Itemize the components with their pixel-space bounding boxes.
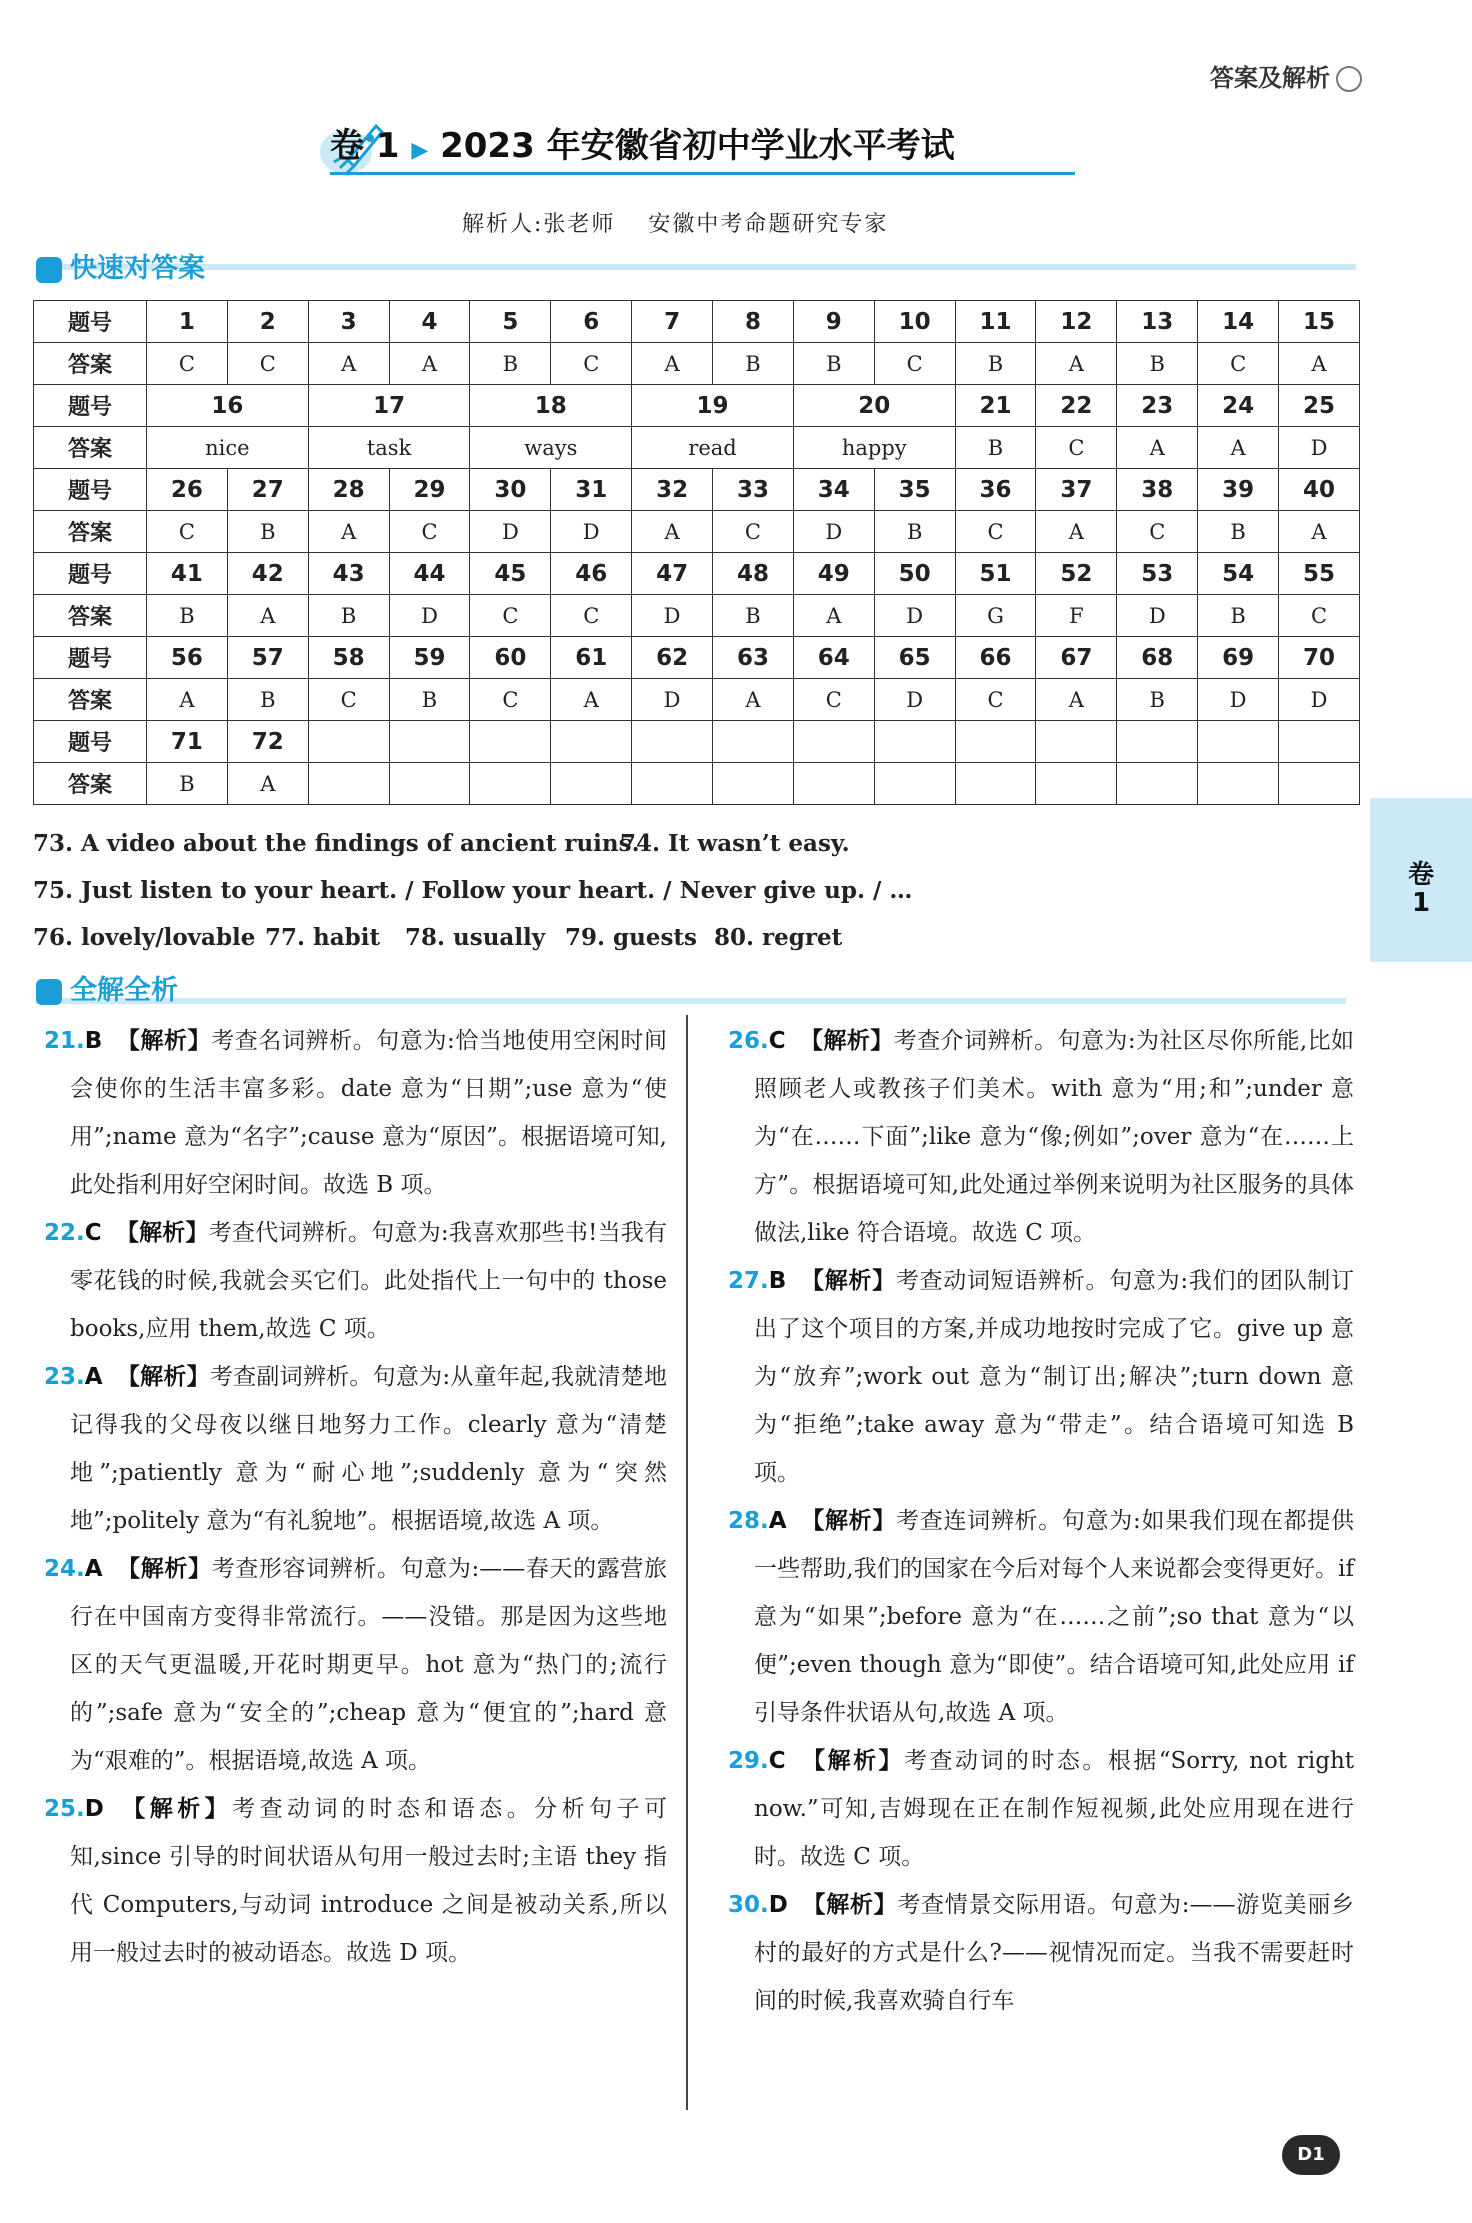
- analysis-right-column: [728, 1017, 1355, 2025]
- table-cell: D: [632, 679, 713, 721]
- table-cell: [874, 763, 955, 805]
- table-cell: [470, 721, 551, 763]
- table-cell: 10: [874, 301, 955, 343]
- table-cell: 71: [147, 721, 228, 763]
- table-cell: D: [389, 595, 470, 637]
- writing-answer-79: 79. guests: [565, 924, 697, 951]
- table-cell: 6: [551, 301, 632, 343]
- table-cell: 28: [308, 469, 389, 511]
- table-cell: [551, 721, 632, 763]
- table-cell: D: [1198, 679, 1279, 721]
- table-cell: [793, 721, 874, 763]
- table-cell: 17: [308, 385, 470, 427]
- table-cell: 18: [470, 385, 632, 427]
- table-cell: 14: [1198, 301, 1279, 343]
- table-cell: [470, 763, 551, 805]
- table-cell: 26: [147, 469, 228, 511]
- table-cell: B: [227, 511, 308, 553]
- table-cell: A: [389, 343, 470, 385]
- table-cell: [632, 763, 713, 805]
- table-cell: 43: [308, 553, 389, 595]
- table-cell: 32: [632, 469, 713, 511]
- table-cell: 39: [1198, 469, 1279, 511]
- table-cell: 22: [1036, 385, 1117, 427]
- table-cell: 38: [1117, 469, 1198, 511]
- table-cell: C: [1117, 511, 1198, 553]
- writing-answer-74: 74. It wasn’t easy.: [620, 830, 850, 857]
- writing-answer-75: 75. Just listen to your heart. / Follow your heart. / Never give up. / …: [33, 877, 913, 904]
- globe-icon: [1336, 66, 1362, 92]
- table-cell: [1279, 763, 1360, 805]
- table-cell: [955, 721, 1036, 763]
- table-cell: 65: [874, 637, 955, 679]
- table-row: [34, 427, 1360, 469]
- table-cell: [308, 721, 389, 763]
- table-cell: B: [389, 679, 470, 721]
- table-cell: 21: [955, 385, 1036, 427]
- table-cell: 40: [1279, 469, 1360, 511]
- table-cell: 答案: [34, 427, 147, 469]
- full-analysis-heading: 全解全析: [36, 968, 178, 1007]
- table-cell: [1036, 721, 1117, 763]
- table-cell: B: [147, 763, 228, 805]
- table-cell: C: [470, 595, 551, 637]
- table-cell: C: [955, 511, 1036, 553]
- table-cell: C: [551, 595, 632, 637]
- writing-answer-76: 76. lovely/lovable: [33, 924, 256, 951]
- table-cell: 题号: [34, 553, 147, 595]
- table-cell: D: [793, 511, 874, 553]
- table-cell: C: [389, 511, 470, 553]
- table-cell: A: [1198, 427, 1279, 469]
- table-cell: 3: [308, 301, 389, 343]
- table-cell: 67: [1036, 637, 1117, 679]
- answer-table: [33, 300, 1360, 805]
- table-cell: [551, 763, 632, 805]
- table-cell: 题号: [34, 385, 147, 427]
- table-cell: B: [1198, 511, 1279, 553]
- table-cell: B: [1117, 343, 1198, 385]
- check-icon: [36, 257, 62, 283]
- table-cell: 24: [1198, 385, 1279, 427]
- table-cell: ways: [470, 427, 632, 469]
- table-cell: 47: [632, 553, 713, 595]
- table-cell: 答案: [34, 343, 147, 385]
- table-cell: 68: [1117, 637, 1198, 679]
- table-cell: D: [1279, 427, 1360, 469]
- table-row: [34, 385, 1360, 427]
- table-cell: 题号: [34, 721, 147, 763]
- table-cell: D: [632, 595, 713, 637]
- table-cell: 1: [147, 301, 228, 343]
- table-cell: 23: [1117, 385, 1198, 427]
- table-cell: A: [1279, 511, 1360, 553]
- table-cell: A: [1036, 679, 1117, 721]
- table-cell: 61: [551, 637, 632, 679]
- title-underline: [330, 172, 1075, 175]
- table-cell: 题号: [34, 469, 147, 511]
- table-cell: C: [147, 343, 228, 385]
- table-cell: B: [1117, 679, 1198, 721]
- table-row: [34, 343, 1360, 385]
- table-row: [34, 763, 1360, 805]
- table-row: [34, 721, 1360, 763]
- table-cell: read: [632, 427, 794, 469]
- table-cell: 5: [470, 301, 551, 343]
- table-row: [34, 469, 1360, 511]
- table-cell: A: [632, 343, 713, 385]
- table-cell: [1198, 763, 1279, 805]
- table-row: [34, 637, 1360, 679]
- table-row: [34, 679, 1360, 721]
- analysis-left-column: [44, 1017, 668, 1977]
- table-cell: 27: [227, 469, 308, 511]
- table-cell: A: [147, 679, 228, 721]
- table-cell: 51: [955, 553, 1036, 595]
- table-cell: B: [955, 343, 1036, 385]
- table-cell: 58: [308, 637, 389, 679]
- table-cell: [389, 763, 470, 805]
- table-cell: 答案: [34, 595, 147, 637]
- table-cell: 41: [147, 553, 228, 595]
- table-cell: A: [227, 595, 308, 637]
- table-cell: [1279, 721, 1360, 763]
- table-cell: nice: [147, 427, 309, 469]
- table-cell: C: [713, 511, 794, 553]
- table-cell: 55: [1279, 553, 1360, 595]
- table-cell: 29: [389, 469, 470, 511]
- table-row: [34, 553, 1360, 595]
- table-cell: 12: [1036, 301, 1117, 343]
- table-cell: 52: [1036, 553, 1117, 595]
- table-cell: 33: [713, 469, 794, 511]
- section-bar: [36, 264, 1356, 270]
- table-cell: [308, 763, 389, 805]
- table-cell: C: [470, 679, 551, 721]
- table-cell: 44: [389, 553, 470, 595]
- table-cell: D: [1279, 679, 1360, 721]
- table-cell: 53: [1117, 553, 1198, 595]
- table-cell: G: [955, 595, 1036, 637]
- column-divider: [686, 1015, 688, 2110]
- table-cell: 64: [793, 637, 874, 679]
- table-cell: 31: [551, 469, 632, 511]
- table-cell: 36: [955, 469, 1036, 511]
- table-cell: B: [874, 511, 955, 553]
- writing-answer-78: 78. usually: [405, 924, 546, 951]
- table-cell: 62: [632, 637, 713, 679]
- table-cell: F: [1036, 595, 1117, 637]
- table-cell: [389, 721, 470, 763]
- table-cell: 42: [227, 553, 308, 595]
- section-bar: [36, 998, 1346, 1004]
- table-cell: C: [874, 343, 955, 385]
- table-cell: B: [713, 343, 794, 385]
- table-cell: B: [793, 343, 874, 385]
- table-cell: D: [470, 511, 551, 553]
- table-cell: C: [955, 679, 1036, 721]
- analysis-item: 30.D 【解析】考查情景交际用语。句意为:——游览美丽乡村的最好的方式是什么?——视情况而定。当我不需要赶时间的时候,我喜欢骑自行车: [728, 1892, 1355, 2014]
- table-cell: 48: [713, 553, 794, 595]
- table-cell: A: [793, 595, 874, 637]
- volume-tab: 卷 1: [1370, 798, 1472, 962]
- analysis-item: 27.B 【解析】考查动词短语辨析。句意为:我们的团队制订出了这个项目的方案,并成功地按时完成了它。give up 意为“放弃”;work out 意为“制订出;解决”;turn down 意为“拒绝”;take away 意为“带走”。结合语境可知选 B 项。: [728, 1268, 1355, 1486]
- table-cell: [874, 721, 955, 763]
- table-row: [34, 595, 1360, 637]
- table-cell: [713, 721, 794, 763]
- table-cell: 70: [1279, 637, 1360, 679]
- table-cell: A: [227, 763, 308, 805]
- table-cell: B: [955, 427, 1036, 469]
- analysis-item: 29.C 【解析】考查动词的时态。根据“Sorry, not right now.”可知,吉姆现在正在制作短视频,此处应用现在进行时。故选 C 项。: [728, 1748, 1354, 1870]
- table-cell: A: [632, 511, 713, 553]
- table-cell: C: [551, 343, 632, 385]
- table-cell: 46: [551, 553, 632, 595]
- table-cell: 35: [874, 469, 955, 511]
- table-cell: 59: [389, 637, 470, 679]
- table-cell: 答案: [34, 511, 147, 553]
- table-cell: 34: [793, 469, 874, 511]
- page-title: 卷 1 ▶ 2023 年安徽省初中学业水平考试: [330, 126, 955, 166]
- table-cell: 60: [470, 637, 551, 679]
- table-cell: 37: [1036, 469, 1117, 511]
- writing-answer-73: 73. A video about the findings of ancient ruins.: [33, 830, 640, 857]
- table-cell: 题号: [34, 637, 147, 679]
- table-cell: 56: [147, 637, 228, 679]
- table-cell: D: [874, 679, 955, 721]
- table-cell: C: [147, 511, 228, 553]
- quick-answers-heading: 快速对答案: [36, 246, 205, 285]
- table-cell: 30: [470, 469, 551, 511]
- analysis-item: 28.A 【解析】考查连词辨析。句意为:如果我们现在都提供一些帮助,我们的国家在今后对每个人来说都会变得更好。if 意为“如果”;before 意为“在……之前”;so that 意为“以便”;even though 意为“即使”。结合语境可知,此处应用 if 引导条件状语从句,故选 A 项。: [728, 1508, 1355, 1726]
- table-cell: B: [713, 595, 794, 637]
- table-cell: [1198, 721, 1279, 763]
- table-cell: [793, 763, 874, 805]
- table-cell: C: [1036, 427, 1117, 469]
- table-cell: A: [713, 679, 794, 721]
- table-cell: C: [1198, 343, 1279, 385]
- author-line: 解析人:张老师 安徽中考命题研究专家: [462, 212, 889, 237]
- table-cell: D: [874, 595, 955, 637]
- table-cell: 69: [1198, 637, 1279, 679]
- table-cell: happy: [793, 427, 955, 469]
- section-label: 答案及解析: [1210, 58, 1362, 93]
- table-cell: [1117, 763, 1198, 805]
- analysis-item: 26.C 【解析】考查介词辨析。句意为:为社区尽你所能,比如照顾老人或教孩子们美术。with 意为“用;和”;under 意为“在……下面”;like 意为“像;例如”;over 意为“在……上方”。根据语境可知,此处通过举例来说明为社区服务的具体做法,like 符合语境。故选 C 项。: [728, 1028, 1355, 1246]
- table-cell: 答案: [34, 679, 147, 721]
- document-icon: [36, 979, 62, 1005]
- table-cell: 7: [632, 301, 713, 343]
- table-cell: [955, 763, 1036, 805]
- table-cell: [713, 763, 794, 805]
- table-cell: 25: [1279, 385, 1360, 427]
- table-cell: C: [227, 343, 308, 385]
- page-number: D1: [1282, 2135, 1340, 2175]
- table-cell: 66: [955, 637, 1036, 679]
- table-cell: 49: [793, 553, 874, 595]
- table-cell: D: [1117, 595, 1198, 637]
- table-cell: A: [1036, 343, 1117, 385]
- table-cell: A: [1117, 427, 1198, 469]
- table-cell: [1117, 721, 1198, 763]
- table-cell: 50: [874, 553, 955, 595]
- table-cell: 15: [1279, 301, 1360, 343]
- table-cell: C: [308, 679, 389, 721]
- table-cell: A: [1036, 511, 1117, 553]
- table-row: [34, 511, 1360, 553]
- table-cell: 57: [227, 637, 308, 679]
- table-cell: D: [551, 511, 632, 553]
- table-cell: A: [551, 679, 632, 721]
- table-cell: 16: [147, 385, 309, 427]
- writing-answer-80: 80. regret: [714, 924, 843, 951]
- table-cell: B: [1198, 595, 1279, 637]
- analysis-item: 22.C 【解析】考查代词辨析。句意为:我喜欢那些书!当我有零花钱的时候,我就会买它们。此处指代上一句中的 those books,应用 them,故选 C 项。: [44, 1220, 667, 1342]
- table-cell: C: [1279, 595, 1360, 637]
- table-cell: 54: [1198, 553, 1279, 595]
- table-cell: B: [470, 343, 551, 385]
- analysis-item: 21.B 【解析】考查名词辨析。句意为:恰当地使用空闲时间会使你的生活丰富多彩。date 意为“日期”;use 意为“使用”;name 意为“名字”;cause 意为“原因”。根据语境可知,此处指利用好空闲时间。故选 B 项。: [44, 1028, 668, 1198]
- table-cell: 8: [713, 301, 794, 343]
- analysis-item: 23.A 【解析】考查副词辨析。句意为:从童年起,我就清楚地记得我的父母夜以继日地努力工作。clearly 意为“清楚地”;patiently 意为“耐心地”;suddenly 意为“突然地”;politely 意为“有礼貌地”。根据语境,故选 A 项。: [44, 1364, 668, 1534]
- table-cell: 题号: [34, 301, 147, 343]
- analysis-item: 25.D 【解析】考查动词的时态和语态。分析句子可知,since 引导的时间状语从句用一般过去时;主语 they 指代 Computers,与动词 introduce 之间是被动关系,所以用一般过去时的被动语态。故选 D 项。: [44, 1796, 668, 1966]
- table-cell: C: [793, 679, 874, 721]
- table-cell: 13: [1117, 301, 1198, 343]
- writing-answer-77: 77. habit: [265, 924, 381, 951]
- analysis-item: 24.A 【解析】考查形容词辨析。句意为:——春天的露营旅行在中国南方变得非常流行。——没错。那是因为这些地区的天气更温暖,开花时期更早。hot 意为“热门的;流行的”;safe 意为“安全的”;cheap 意为“便宜的”;hard 意为“艰难的”。根据语境,故选 A 项。: [44, 1556, 668, 1774]
- table-cell: 72: [227, 721, 308, 763]
- table-cell: [632, 721, 713, 763]
- table-cell: 答案: [34, 763, 147, 805]
- table-cell: 19: [632, 385, 794, 427]
- table-cell: 11: [955, 301, 1036, 343]
- table-cell: 63: [713, 637, 794, 679]
- table-cell: [1036, 763, 1117, 805]
- table-cell: 4: [389, 301, 470, 343]
- table-cell: A: [308, 511, 389, 553]
- table-cell: B: [308, 595, 389, 637]
- table-cell: 9: [793, 301, 874, 343]
- table-cell: 45: [470, 553, 551, 595]
- table-cell: 20: [793, 385, 955, 427]
- table-cell: B: [227, 679, 308, 721]
- table-cell: A: [1279, 343, 1360, 385]
- table-cell: A: [308, 343, 389, 385]
- table-cell: 2: [227, 301, 308, 343]
- table-cell: task: [308, 427, 470, 469]
- table-row: [34, 301, 1360, 343]
- table-cell: B: [147, 595, 228, 637]
